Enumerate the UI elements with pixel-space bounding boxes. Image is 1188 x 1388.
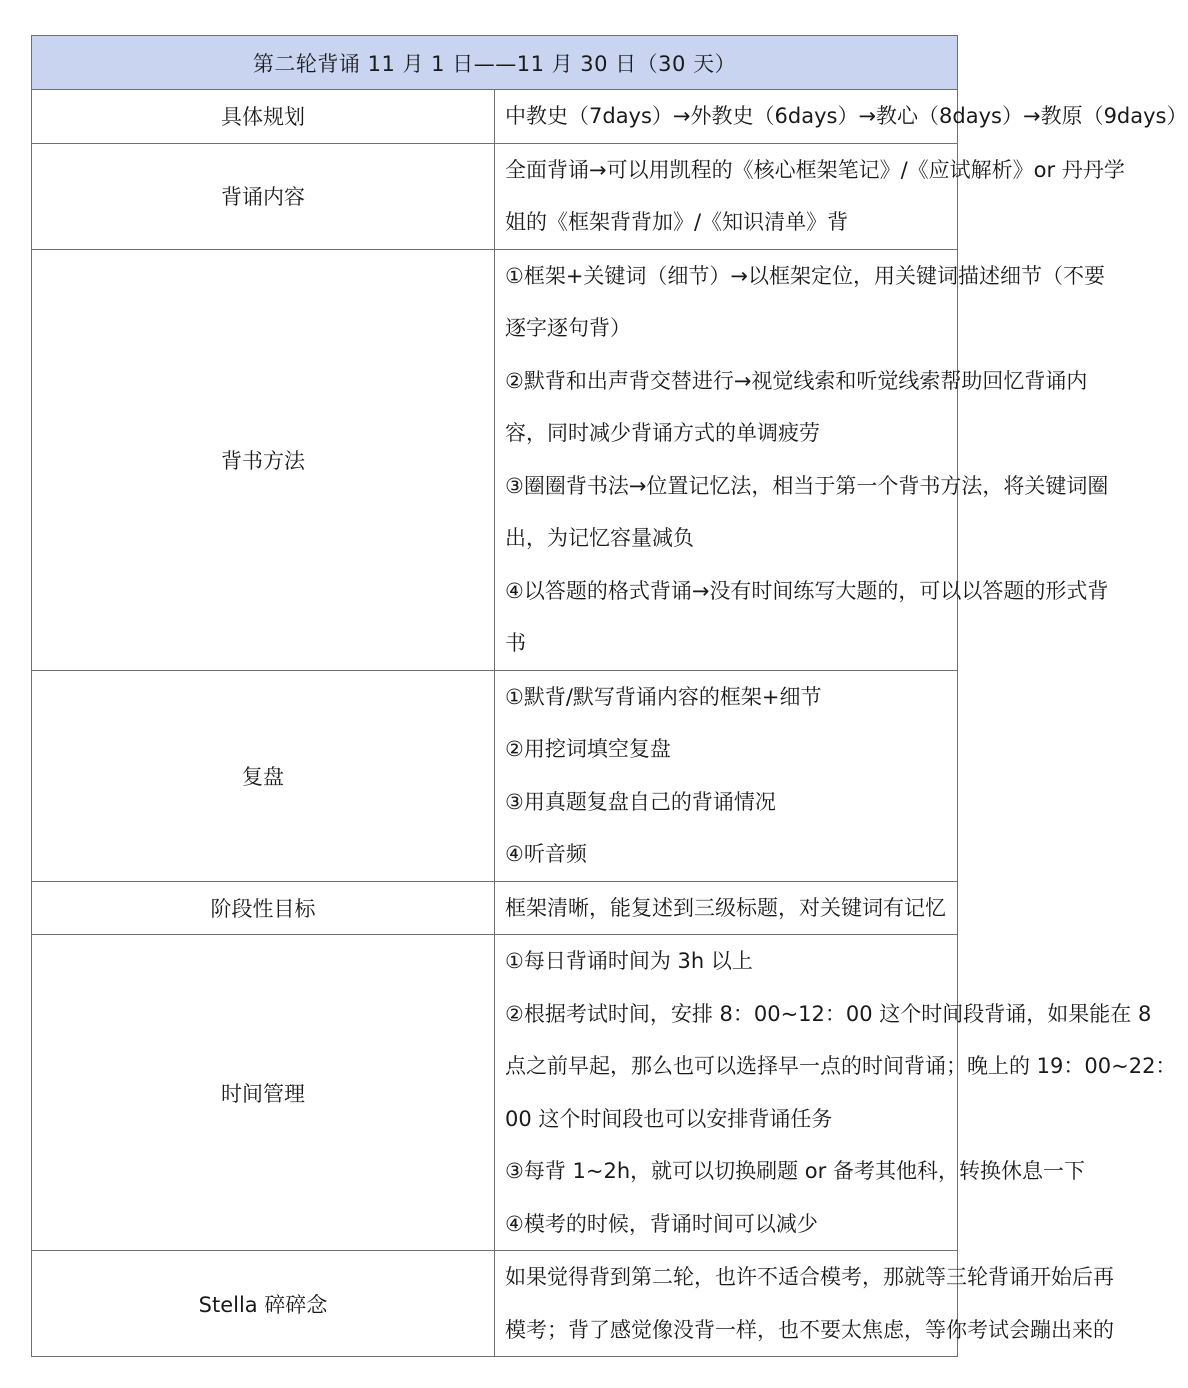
row-label: 复盘 [32, 670, 495, 881]
content-line: ④听音频 [505, 842, 587, 866]
table-body [32, 90, 1188, 1357]
content-line: 框架清晰，能复述到三级标题，对关键词有记忆 [505, 895, 946, 920]
content-line: ③每背 1~2h，就可以切换刷题 or 备考其他科，转换休息一下 [505, 1159, 1085, 1183]
content-line: ③圈圈背书法→位置记忆法，相当于第一个背书方法，将关键词圈 [505, 473, 1109, 498]
content-line: 书 [505, 631, 526, 655]
study-plan-table [31, 35, 1188, 1357]
row-content [495, 935, 1177, 1251]
table-row [32, 249, 958, 670]
row-content [495, 249, 1109, 670]
content-line: 如果觉得背到第二轮，也许不适合模考，那就等三轮背诵开始后再 [505, 1265, 1114, 1289]
row-label: 背诵内容 [32, 143, 495, 249]
content-line: ④以答题的格式背诵→没有时间练写大题的，可以以答题的形式背 [505, 578, 1109, 603]
content-line: 逐字逐句背） [505, 316, 631, 340]
content-line: 出，为记忆容量减负 [505, 526, 694, 550]
content-line: ④模考的时候，背诵时间可以减少 [505, 1211, 818, 1236]
content-line: 中教史（7days）→外教史（6days）→教心（8days）→教原（9days） [505, 104, 1188, 128]
content-line: ②默背和出声背交替进行→视觉线索和听觉线索帮助回忆背诵内 [505, 368, 1088, 393]
row-label: Stella 碎碎念 [32, 1251, 495, 1357]
table-row [32, 935, 958, 1251]
row-label: 背书方法 [32, 249, 495, 670]
row-label: 具体规划 [32, 90, 495, 144]
table-row [32, 670, 958, 881]
content-line: 姐的《框架背背加》/《知识清单》背 [505, 210, 849, 234]
content-line: ①每日背诵时间为 3h 以上 [505, 949, 753, 973]
table-row [32, 1251, 958, 1357]
content-line: 模考；背了感觉像没背一样，也不要太焦虑，等你考试会蹦出来的 [505, 1317, 1114, 1342]
row-content [495, 90, 1188, 144]
row-label: 阶段性目标 [32, 881, 495, 935]
content-line: ②根据考试时间，安排 8：00~12：00 这个时间段背诵，如果能在 8 [505, 1001, 1152, 1026]
content-line: 00 这个时间段也可以安排背诵任务 [505, 1106, 833, 1131]
content-line: 点之前早起，那么也可以选择早一点的时间背诵；晚上的 19：00~22： [505, 1054, 1177, 1078]
header-row [32, 36, 958, 90]
content-line: 全面背诵→可以用凯程的《核心框架笔记》/《应试解析》or 丹丹学 [505, 157, 1125, 182]
content-line: ②用挖词填空复盘 [505, 737, 671, 761]
row-content [495, 881, 958, 935]
table-title: 第二轮背诵 11 月 1 日——11 月 30 日（30 天） [32, 36, 958, 90]
table-row [32, 143, 958, 249]
content-line: ①默背/默写背诵内容的框架+细节 [505, 684, 822, 709]
row-content [495, 143, 1125, 249]
content-line: ③用真题复盘自己的背诵情况 [505, 789, 776, 814]
row-content [495, 1251, 1114, 1357]
table-row [32, 881, 958, 935]
content-line: 容，同时减少背诵方式的单调疲劳 [505, 421, 820, 445]
content-line: ①框架+关键词（细节）→以框架定位，用关键词描述细节（不要 [505, 263, 1106, 288]
table-row [32, 90, 958, 144]
row-content [495, 670, 958, 881]
row-label: 时间管理 [32, 935, 495, 1251]
